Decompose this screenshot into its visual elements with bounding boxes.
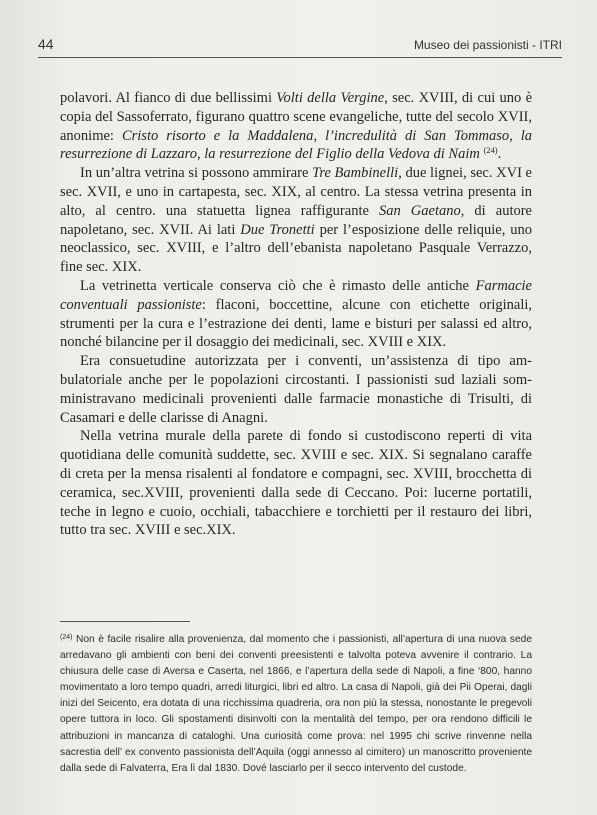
text-run: : flaconi, boccettine, alcune con etichette originali, strumenti per la cura e l’estrazione dei denti, lame e bisturi per salassi ed altro, nonché bilancine per il dosaggio dei medicinali, sec. XVIII e XIX. bbox=[60, 296, 533, 351]
italic-title: Tre Bambinelli bbox=[312, 165, 399, 182]
text-run: , bbox=[196, 146, 205, 163]
italic-title: la resurrezione del Figlio della Vedova di Naim bbox=[204, 146, 480, 163]
running-head: Museo dei passionisti - ITRI bbox=[413, 38, 562, 52]
text-run: , bbox=[509, 127, 521, 144]
italic-title: l’incredulità di San Tommaso bbox=[325, 127, 510, 144]
paragraph-1 bbox=[60, 89, 532, 164]
italic-title: Farmacie conventuali passioniste bbox=[60, 277, 532, 313]
text-run: , sec. XVIII, di cui uno è copia del Sassoferrato, figurano quattro scene evangeliche, tutte del secolo XVII, anonime: bbox=[60, 90, 533, 144]
text-run: La vetrinetta verticale conserva ciò che è rimasto delle antiche bbox=[80, 277, 476, 294]
footnote-24 bbox=[60, 632, 532, 777]
footnote-rule bbox=[60, 621, 190, 622]
text-run: . bbox=[497, 146, 502, 163]
text-run: per l’esposizione delle reliquie, uno neoclassico, sec. XVIII, e l’altro dell’ebanista napoletano Pasquale Verrazzo, fine sec. XIX. bbox=[60, 221, 532, 276]
text-run: , due lignei, sec. XVI e sec. XVII, e uno in cartapesta, sec. XIX, al centro. La stessa vetrina presenta in alto, al centro. una statuetta lignea raffigurante bbox=[60, 165, 532, 219]
italic-title: San Gaetano bbox=[378, 202, 461, 219]
page-number: 44 bbox=[38, 36, 54, 52]
footnote-reference: (24) bbox=[483, 145, 498, 156]
paragraph-4 bbox=[60, 352, 532, 427]
italic-title: Cristo risorto e la Maddalena bbox=[121, 127, 314, 144]
text-run: Nella vetrina murale della parete di fondo si custodiscono reperti di vita quotidiana delle comunità suddette, sec. XVIII e sec. XIX. Si segnalano caraffe di creta per la mensa risalenti al fondatore e compagni, sec. XVIII, brocchetta di ceramica, sec.XVIII, provenienti dalla sede di Ceccano. Poi: lucerne portatili, teche in legno e cuoio, occhiali, tabacchiere e torchietti per il restauro dei libri, tutto tra sec. XVIII e sec.XIX. bbox=[60, 428, 532, 539]
footnote-marker: (24) bbox=[60, 634, 73, 641]
text-run: polavori. Al fianco di due bellissimi bbox=[60, 90, 277, 106]
paragraph-3 bbox=[60, 277, 532, 352]
italic-title: la resurrezione di Lazzaro bbox=[60, 127, 532, 163]
header-rule bbox=[38, 57, 562, 58]
paragraph-5 bbox=[60, 427, 532, 540]
body-text bbox=[60, 89, 532, 540]
paragraph-2 bbox=[60, 164, 532, 277]
italic-title: Due Tronetti bbox=[240, 221, 315, 238]
page-header bbox=[38, 36, 562, 58]
footnote-text: Non è facile risalire alla provenienza, dal momento che i passionisti, all’apertura di una nuova sede arredavano gli ambienti con beni dei conventi preesistenti e talvolta poteva avvenire il contrario. La chiusura delle case di Aversa e Caserta, nel 1866, e l’apertura della sede di Napoli, a fine ‘800, hanno movimentato a loro tempo quadri, arredi liturgici, libri ed altro. La casa di Napoli, già dei Pii Operai, dagli inizi del Seicento, era dotata di una ricchissima quadreria, ora non più la stessa, nonostante le pregevoli opere tuttora in loco. Gli spostamenti disinvolti con la mentalità del tempo, per ora rendono difficili le attribuzioni in mancanza di cataloghi. Una curiosità come prova: nel 1995 chi scrive rinvenne nella sacrestia dell’ ex convento passionista dell’Aquila (oggi annesso al cimitero) un manoscritto proveniente dalla sede di Falvaterra, Era lì dal 1830. Dové lasciarlo per il secco intervento del custode. bbox=[60, 634, 532, 774]
text-run: Era consuetudine autorizzata per i conventi, un’assistenza di tipo ambulatoriale anche per le popolazioni circostanti. I passionisti sud laziali somministravano medicinali provenienti dalle farmacie monastiche di Trisulti, di Casamari e delle clarisse di Anagni. bbox=[60, 353, 532, 426]
italic-title: Volti della Vergine bbox=[276, 90, 385, 106]
text-run: In un’altra vetrina si possono ammirare bbox=[80, 165, 313, 182]
text-run: , di autore napoletano, sec. XVII. Ai lati bbox=[60, 202, 532, 238]
text-run: , bbox=[313, 127, 326, 144]
